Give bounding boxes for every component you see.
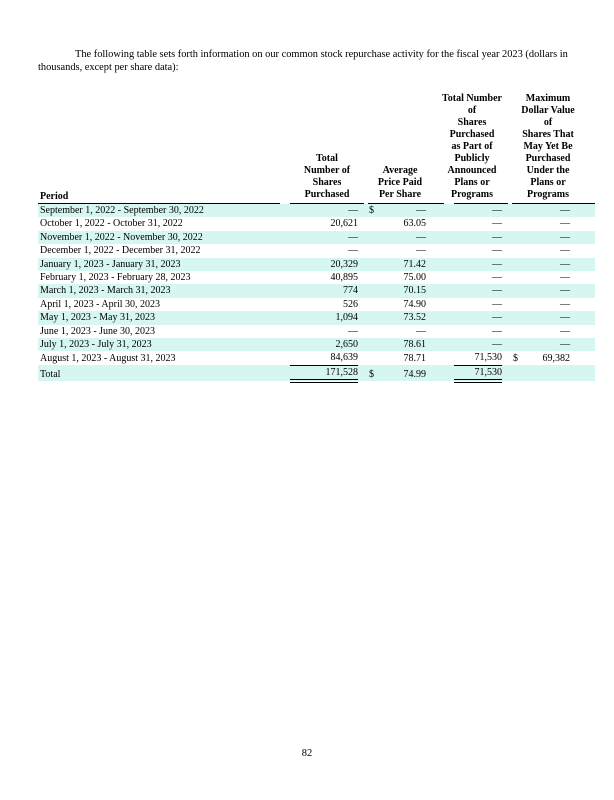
- shares-value-cell: 2,650: [302, 338, 358, 351]
- shares-value-cell: 40,895: [330, 272, 358, 284]
- price-dollar-cell: [368, 271, 380, 284]
- spacer-cell: [280, 95, 290, 204]
- price-dollar-cell: [368, 338, 380, 351]
- spacer-cell: [570, 258, 595, 271]
- column-header-line: as Part of: [451, 141, 493, 152]
- spacer-cell: [570, 284, 595, 297]
- announced-value-cell: —: [466, 231, 502, 244]
- max-value-cell: —: [524, 311, 570, 324]
- price-value-cell: 78.71: [403, 352, 426, 364]
- spacer-cell: [426, 217, 444, 230]
- shares-dollar-cell: [290, 311, 302, 324]
- column-header-announced: [442, 95, 502, 201]
- announced-dollar-cell: [454, 258, 466, 271]
- spacer-cell: [280, 325, 290, 338]
- spacer-cell: [426, 204, 444, 218]
- column-header-line: Total: [316, 153, 338, 164]
- table-row: [38, 284, 595, 297]
- shares-dollar-cell: [290, 258, 302, 271]
- max-value-cell: —: [524, 204, 570, 218]
- max-dollar-cell: [512, 258, 524, 271]
- column-header-line: Publicly: [454, 153, 490, 164]
- max-dollar-cell: [512, 298, 524, 311]
- shares-dollar-cell: [290, 217, 302, 230]
- max-dollar-cell: [512, 311, 524, 324]
- page-number: 82: [301, 748, 313, 759]
- spacer-cell: [570, 271, 595, 284]
- spacer-cell: [444, 351, 454, 365]
- intro-paragraph: [38, 48, 568, 74]
- price-dollar-cell: [368, 284, 380, 297]
- max-value-cell: —: [560, 245, 570, 257]
- spacer-cell: [570, 311, 595, 324]
- shares-dollar-cell: [290, 351, 302, 365]
- spacer-cell: [444, 271, 454, 284]
- period-cell: February 1, 2023 - February 28, 2023: [40, 272, 191, 284]
- period-cell: August 1, 2023 - August 31, 2023: [40, 352, 176, 364]
- price-dollar-cell: [368, 311, 380, 324]
- max-value-cell: [524, 365, 570, 381]
- column-header-line: Purchased: [304, 189, 350, 200]
- period-cell: March 1, 2023 - March 31, 2023: [38, 284, 280, 297]
- announced-dollar-cell: [454, 311, 466, 324]
- max-value-cell: —: [524, 258, 570, 271]
- max-dollar-cell: [512, 231, 524, 244]
- shares-value-cell: 774: [302, 284, 358, 297]
- shares-dollar-cell: [290, 284, 302, 297]
- announced-value-cell: —: [492, 245, 502, 257]
- column-header-line: Average: [382, 165, 418, 176]
- spacer-cell: [444, 231, 454, 244]
- shares-dollar-cell: [290, 271, 302, 284]
- max-dollar-cell: [512, 244, 524, 257]
- price-value-cell: 74.99: [380, 365, 426, 381]
- max-dollar-cell: [512, 204, 524, 218]
- spacer-cell: [280, 338, 290, 351]
- spacer-cell: [426, 244, 444, 257]
- max-dollar-cell: [512, 365, 524, 381]
- table-row: [38, 258, 595, 271]
- spacer-cell: [280, 204, 290, 218]
- price-dollar-cell: $: [368, 204, 380, 218]
- period-cell: June 1, 2023 - June 30, 2023: [40, 325, 155, 337]
- shares-value-cell: 1,094: [302, 311, 358, 324]
- max-value-cell: —: [524, 338, 570, 351]
- spacer-cell: [570, 231, 595, 244]
- table-row: [38, 231, 595, 244]
- shares-header-underline: [290, 95, 302, 204]
- spacer-cell: [426, 365, 444, 381]
- announced-value-cell: —: [492, 298, 502, 310]
- shares-value-cell: 526: [343, 298, 358, 310]
- spacer-cell: [426, 284, 444, 297]
- announced-value-cell: —: [466, 311, 502, 324]
- table-row: [38, 351, 595, 365]
- column-header-line: Announced: [447, 165, 497, 176]
- column-header-price: [378, 95, 422, 201]
- column-header-line: Plans or: [454, 177, 490, 188]
- price-value-cell: 74.90: [403, 298, 426, 310]
- max-dollar-cell: [512, 284, 524, 297]
- spacer-cell: [280, 298, 290, 311]
- table-row: [38, 298, 595, 311]
- period-cell: September 1, 2022 - September 30, 2022: [38, 204, 280, 218]
- table-row: [38, 338, 595, 351]
- price-value-cell: 63.05: [403, 218, 426, 230]
- price-value-cell: —: [380, 204, 426, 218]
- max-dollar-cell: [512, 338, 524, 351]
- column-header-line: of: [543, 117, 553, 128]
- price-dollar-cell: [368, 351, 380, 365]
- period-cell: Total: [38, 365, 280, 381]
- spacer-cell: [426, 298, 444, 311]
- period-header: Period: [40, 191, 69, 202]
- table-row: [38, 204, 595, 218]
- table-row: [38, 325, 595, 338]
- table-row: [38, 311, 595, 324]
- price-dollar-cell: [368, 325, 380, 338]
- intro-line-2: thousands, except per share data):: [38, 62, 179, 74]
- max-value-cell: 69,382: [542, 352, 570, 364]
- price-value-cell: 70.15: [380, 284, 426, 297]
- spacer-cell: [570, 204, 595, 218]
- spacer-cell: [444, 258, 454, 271]
- spacer-cell: [426, 338, 444, 351]
- announced-dollar-cell: [454, 204, 466, 218]
- spacer-cell: [280, 244, 290, 257]
- shares-dollar-cell: [290, 231, 302, 244]
- spacer-cell: [280, 231, 290, 244]
- announced-dollar-cell: [454, 338, 466, 351]
- price-dollar-cell: [368, 231, 380, 244]
- shares-dollar-cell: [290, 204, 302, 218]
- spacer-cell: [280, 365, 290, 381]
- spacer-cell: [280, 258, 290, 271]
- shares-dollar-cell: [290, 298, 302, 311]
- spacer-cell: [444, 365, 454, 381]
- period-cell: January 1, 2023 - January 31, 2023: [38, 258, 280, 271]
- max-dollar-cell: [512, 325, 524, 338]
- price-dollar-cell: [368, 258, 380, 271]
- table-row: [38, 271, 595, 284]
- price-value-cell: 71.42: [380, 258, 426, 271]
- spacer-cell: [570, 338, 595, 351]
- spacer-cell: [280, 217, 290, 230]
- shares-dollar-cell: [290, 244, 302, 257]
- spacer-cell: [570, 298, 595, 311]
- spacer-cell: [444, 325, 454, 338]
- announced-dollar-cell: [454, 351, 466, 365]
- spacer-cell: [444, 284, 454, 297]
- max-dollar-cell: $: [513, 352, 518, 364]
- price-value-cell: —: [416, 325, 426, 337]
- price-dollar-cell: [368, 217, 380, 230]
- spacer-cell: [280, 284, 290, 297]
- price-dollar-cell: $: [368, 365, 380, 381]
- shares-value-cell: —: [302, 204, 358, 218]
- spacer-cell: [426, 351, 444, 365]
- max-value-cell: —: [560, 298, 570, 310]
- column-header-shares: [304, 95, 350, 201]
- price-value-cell: —: [380, 231, 426, 244]
- announced-dollar-cell: [454, 244, 466, 257]
- shares-value-cell: 84,639: [302, 351, 358, 365]
- column-header-line: Purchased: [449, 129, 495, 140]
- period-cell: April 1, 2023 - April 30, 2023: [40, 298, 160, 310]
- spacer-cell: [444, 298, 454, 311]
- spacer-cell: [280, 271, 290, 284]
- announced-dollar-cell: [454, 271, 466, 284]
- spacer-cell: [426, 258, 444, 271]
- shares-dollar-cell: [290, 325, 302, 338]
- announced-value-cell: —: [466, 258, 502, 271]
- spacer-cell: [426, 231, 444, 244]
- table-row: [38, 244, 595, 257]
- shares-dollar-cell: [290, 365, 302, 381]
- column-header-line: Maximum: [525, 93, 571, 104]
- price-dollar-cell: [368, 298, 380, 311]
- spacer-cell: [426, 271, 444, 284]
- max-value-cell: —: [560, 325, 570, 337]
- shares-value-cell: —: [348, 325, 358, 337]
- period-cell: July 1, 2023 - July 31, 2023: [38, 338, 280, 351]
- announced-value-cell: —: [492, 272, 502, 284]
- column-header-maxvalue: [521, 95, 574, 201]
- max-dollar-cell: [512, 217, 524, 230]
- max-value-cell: —: [524, 231, 570, 244]
- column-header-line: Shares: [312, 177, 342, 188]
- period-header-cell: [38, 95, 280, 204]
- price-value-cell: 78.61: [380, 338, 426, 351]
- shares-value-cell: 171,528: [302, 365, 358, 381]
- shares-value-cell: 20,329: [302, 258, 358, 271]
- column-header-line: Programs: [450, 189, 494, 200]
- column-header-line: Programs: [526, 189, 570, 200]
- announced-value-cell: —: [492, 325, 502, 337]
- announced-value-cell: —: [466, 204, 502, 218]
- max-value-cell: —: [524, 284, 570, 297]
- intro-line-1: The following table sets forth information on our common stock repurchase activity for the fiscal year 2023 (dollars in: [75, 49, 568, 60]
- announced-dollar-cell: [454, 284, 466, 297]
- period-cell: November 1, 2022 - November 30, 2022: [38, 231, 280, 244]
- announced-dollar-cell: [454, 365, 466, 381]
- column-header-line: Number of: [303, 165, 351, 176]
- repurchase-table-wrapper: [38, 95, 595, 383]
- column-header-line: Per Share: [378, 189, 422, 200]
- column-header-line: May Yet Be: [523, 141, 573, 152]
- spacer-cell: [444, 204, 454, 218]
- spacer-cell: [444, 244, 454, 257]
- spacer-cell: [570, 217, 595, 230]
- price-dollar-cell: [368, 244, 380, 257]
- spacer-cell: [426, 325, 444, 338]
- spacer-cell: [444, 311, 454, 324]
- period-cell: October 1, 2022 - October 31, 2022: [40, 218, 183, 230]
- spacer-cell: [570, 351, 595, 365]
- shares-value-cell: —: [302, 231, 358, 244]
- column-header-line: Shares: [457, 117, 487, 128]
- table-row: [38, 217, 595, 230]
- spacer-cell: [280, 351, 290, 365]
- table-body: [38, 204, 595, 382]
- column-header-line: Price Paid: [377, 177, 423, 188]
- spacer-cell: [426, 311, 444, 324]
- announced-value-cell: —: [466, 338, 502, 351]
- spacer-cell: [444, 338, 454, 351]
- spacer-cell: [444, 217, 454, 230]
- column-header-line: Total Number: [442, 93, 502, 104]
- price-value-cell: 73.52: [380, 311, 426, 324]
- shares-value-cell: 20,621: [330, 218, 358, 230]
- shares-dollar-cell: [290, 338, 302, 351]
- shares-value-cell: —: [348, 245, 358, 257]
- announced-dollar-cell: [454, 231, 466, 244]
- announced-dollar-cell: [454, 217, 466, 230]
- announced-dollar-cell: [454, 298, 466, 311]
- announced-value-cell: —: [492, 218, 502, 230]
- table-row: [38, 365, 595, 381]
- max-value-cell: —: [560, 272, 570, 284]
- period-cell: May 1, 2023 - May 31, 2023: [38, 311, 280, 324]
- column-header-line: Purchased: [525, 153, 571, 164]
- column-header-line: Shares That: [522, 129, 574, 140]
- price-value-cell: —: [416, 245, 426, 257]
- price-value-cell: 75.00: [403, 272, 426, 284]
- column-header-line: Plans or: [530, 177, 566, 188]
- max-value-cell: —: [560, 218, 570, 230]
- announced-value-cell: 71,530: [466, 351, 502, 365]
- column-header-line: Under the: [526, 165, 570, 176]
- column-header-line: of: [467, 105, 477, 116]
- spacer-cell: [570, 325, 595, 338]
- max-dollar-cell: [512, 271, 524, 284]
- announced-value-cell: 71,530: [466, 365, 502, 381]
- spacer-cell: [570, 365, 595, 381]
- period-cell: December 1, 2022 - December 31, 2022: [40, 245, 201, 257]
- column-header-line: Dollar Value: [521, 105, 575, 116]
- spacer-cell: [570, 244, 595, 257]
- announced-value-cell: —: [466, 284, 502, 297]
- announced-dollar-cell: [454, 325, 466, 338]
- spacer-cell: [280, 311, 290, 324]
